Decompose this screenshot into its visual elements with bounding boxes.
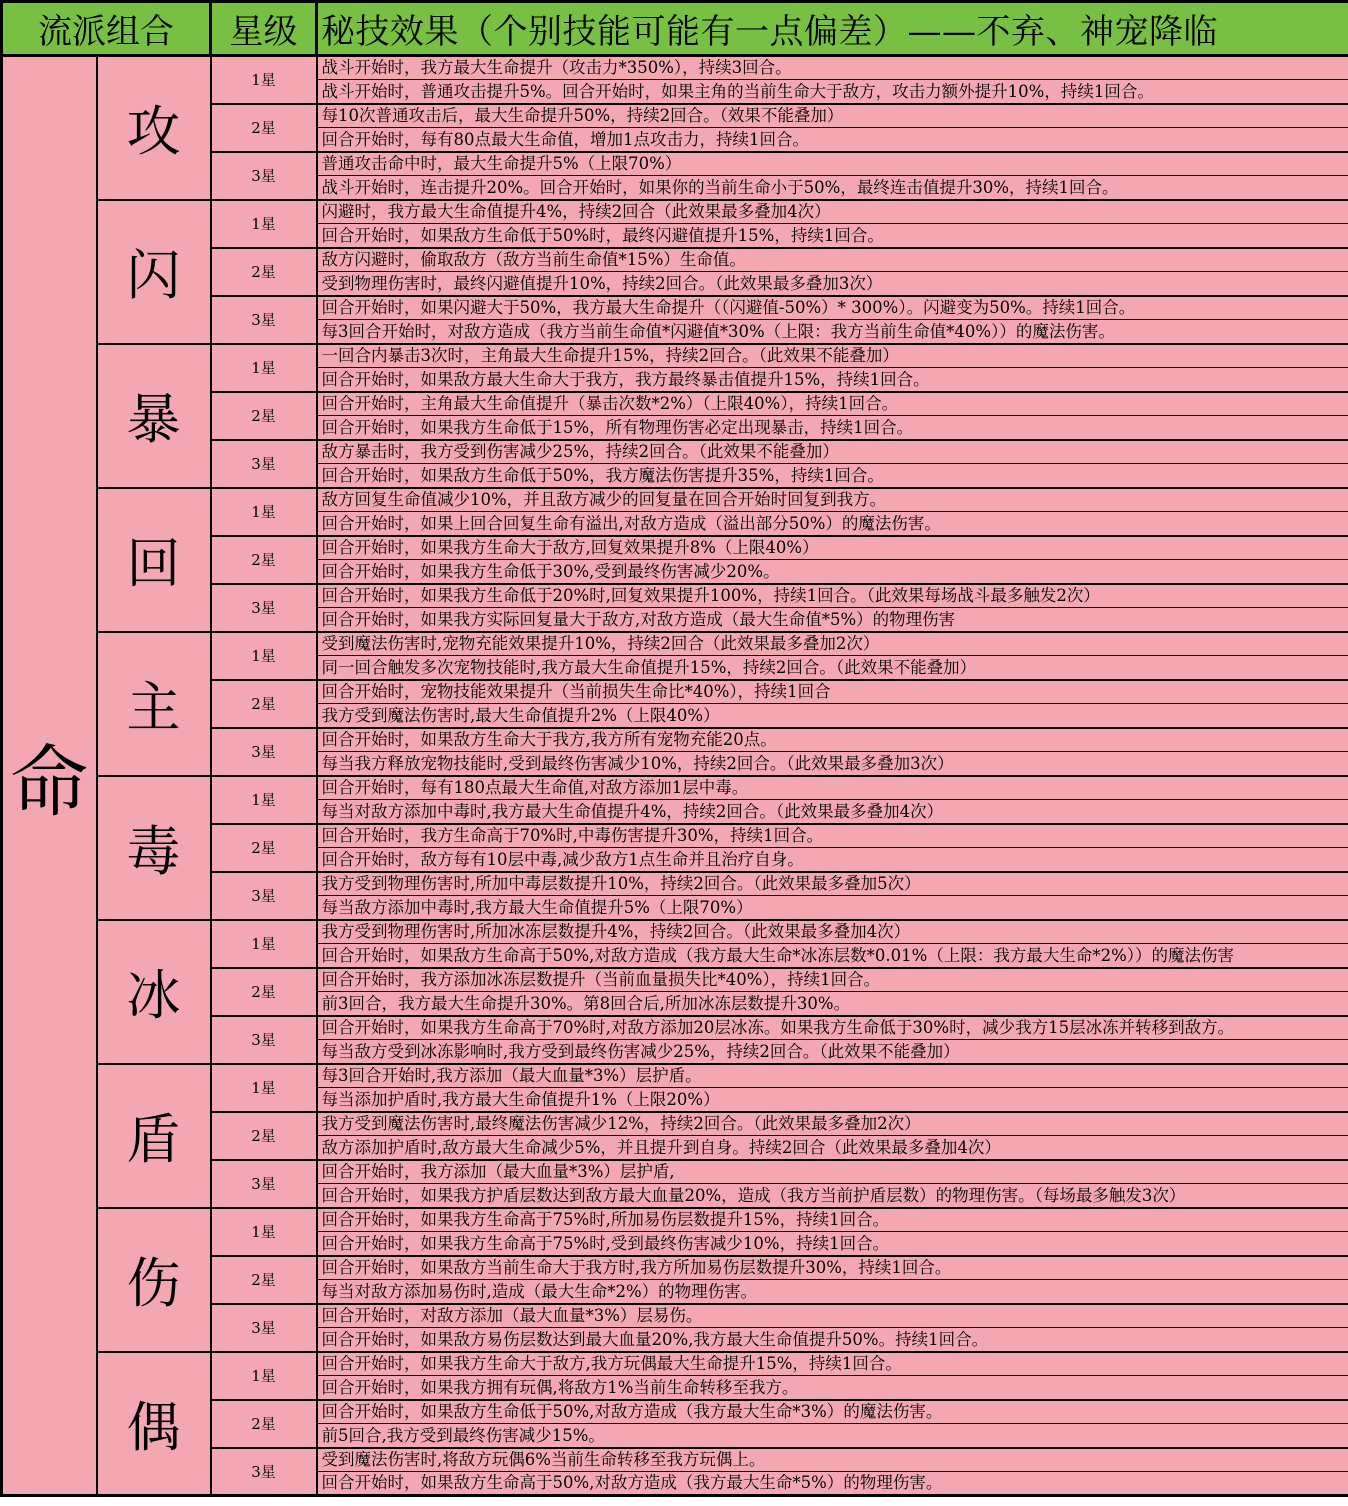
table-row bbox=[2, 1064, 1348, 1088]
star-level-cell: 3星 bbox=[211, 584, 317, 632]
effect-text-cell: 闪避时，我方最大生命值提升4%，持续2回合（此效果最多叠加4次） bbox=[317, 200, 1348, 224]
effect-text-cell: 回合开始时，如果我方生命大于敌方,我方玩偶最大生命提升15%，持续1回合。 bbox=[317, 1352, 1348, 1376]
effect-text-cell: 敌方闪避时，偷取敌方（敌方当前生命值*15%）生命值。 bbox=[317, 248, 1348, 272]
category-label-cell: 偶 bbox=[97, 1352, 211, 1496]
star-level-cell: 2星 bbox=[211, 1256, 317, 1304]
effect-text-cell: 回合开始时，如果我方生命大于敌方,回复效果提升8%（上限40%） bbox=[317, 536, 1348, 560]
effect-text-cell: 一回合内暴击3次时，主角最大生命提升15%，持续2回合。（此效果不能叠加） bbox=[317, 344, 1348, 368]
effect-text-cell: 普通攻击命中时，最大生命提升5%（上限70%） bbox=[317, 152, 1348, 176]
effect-text-cell: 我方受到物理伤害时,所加中毒层数提升10%，持续2回合。（此效果最多叠加5次） bbox=[317, 872, 1348, 896]
effect-text-cell: 回合开始时，如果敌方当前生命大于我方时,我方所加易伤层数提升30%，持续1回合。 bbox=[317, 1256, 1348, 1280]
star-level-cell: 1星 bbox=[211, 200, 317, 248]
effect-text-cell: 受到魔法伤害时,宠物充能效果提升10%，持续2回合（此效果最多叠加2次） bbox=[317, 632, 1348, 656]
effect-text-cell: 回合开始时，如果敌方生命大于我方,我方所有宠物充能20点。 bbox=[317, 728, 1348, 752]
effect-text-cell: 前5回合,我方受到最终伤害减少15%。 bbox=[317, 1424, 1348, 1448]
table-row bbox=[2, 1208, 1348, 1232]
star-level-cell: 1星 bbox=[211, 56, 317, 104]
effect-text-cell: 前3回合，我方最大生命提升30%。第8回合后,所加冰冻层数提升30%。 bbox=[317, 992, 1348, 1016]
star-level-cell: 3星 bbox=[211, 1448, 317, 1496]
star-level-cell: 3星 bbox=[211, 152, 317, 200]
effect-text-cell: 敌方暴击时，我方受到伤害减少25%，持续2回合。（此效果不能叠加） bbox=[317, 440, 1348, 464]
header-faction-group: 流派组合 bbox=[2, 2, 211, 56]
effect-text-cell: 回合开始时，主角最大生命值提升（暴击次数*2%）（上限40%），持续1回合。 bbox=[317, 392, 1348, 416]
star-level-cell: 1星 bbox=[211, 1064, 317, 1112]
effect-text-cell: 回合开始时，敌方每有10层中毒,减少敌方1点生命并且治疗自身。 bbox=[317, 848, 1348, 872]
table-row bbox=[2, 1352, 1348, 1376]
effect-text-cell: 每3回合开始时，对敌方造成（我方当前生命值*闪避值*30%（上限：我方当前生命值*40%））的魔法伤害。 bbox=[317, 320, 1348, 344]
effect-text-cell: 回合开始时，如果敌方易伤层数达到最大血量20%,我方最大生命值提升50%。持续1回合。 bbox=[317, 1328, 1348, 1352]
effect-text-cell: 每当对敌方添加易伤时,造成（最大生命*2%）的物理伤害。 bbox=[317, 1280, 1348, 1304]
effect-text-cell: 受到物理伤害时，最终闪避值提升10%，持续2回合。（此效果最多叠加3次） bbox=[317, 272, 1348, 296]
effect-text-cell: 回合开始时，每有180点最大生命值,对敌方添加1层中毒。 bbox=[317, 776, 1348, 800]
effect-text-cell: 回合开始时，如果敌方生命低于50%时，最终闪避值提升15%，持续1回合。 bbox=[317, 224, 1348, 248]
category-label-cell: 伤 bbox=[97, 1208, 211, 1352]
star-level-cell: 2星 bbox=[211, 104, 317, 152]
header-star-level: 星级 bbox=[211, 2, 317, 56]
effect-text-cell: 回合开始时，如果我方生命高于75%时,所加易伤层数提升15%，持续1回合。 bbox=[317, 1208, 1348, 1232]
star-level-cell: 3星 bbox=[211, 728, 317, 776]
effect-text-cell: 每当对敌方添加中毒时,我方最大生命值提升4%，持续2回合。（此效果最多叠加4次） bbox=[317, 800, 1348, 824]
effect-text-cell: 每当敌方添加中毒时,我方最大生命值提升5%（上限70%） bbox=[317, 896, 1348, 920]
effect-text-cell: 战斗开始时，普通攻击提升5%。回合开始时，如果主角的当前生命大于敌方，攻击力额外提升10%，持续1回合。 bbox=[317, 80, 1348, 104]
effect-text-cell: 回合开始时，如果上回合回复生命有溢出,对敌方造成（溢出部分50%）的魔法伤害。 bbox=[317, 512, 1348, 536]
effect-text-cell: 我方受到物理伤害时,所加冰冻层数提升4%，持续2回合。（此效果最多叠加4次） bbox=[317, 920, 1348, 944]
effect-text-cell: 回合开始时，如果敌方生命高于50%,对敌方造成（我方最大生命*冰冻层数*0.01%（上限：我方最大生命*2%））的魔法伤害 bbox=[317, 944, 1348, 968]
effect-text-cell: 回合开始时，如果我方生命低于15%，所有物理伤害必定出现暴击，持续1回合。 bbox=[317, 416, 1348, 440]
star-level-cell: 1星 bbox=[211, 776, 317, 824]
star-level-cell: 2星 bbox=[211, 248, 317, 296]
star-level-cell: 1星 bbox=[211, 1208, 317, 1256]
effect-text-cell: 每10次普通攻击后，最大生命提升50%，持续2回合。（效果不能叠加） bbox=[317, 104, 1348, 128]
effect-text-cell: 回合开始时，对敌方添加（最大血量*3%）层易伤。 bbox=[317, 1304, 1348, 1328]
star-level-cell: 2星 bbox=[211, 680, 317, 728]
effect-text-cell: 同一回合触发多次宠物技能时,我方最大生命值提升15%，持续2回合。（此效果不能叠加） bbox=[317, 656, 1348, 680]
effect-text-cell: 回合开始时，如果我方生命高于75%时,受到最终伤害减少10%，持续1回合。 bbox=[317, 1232, 1348, 1256]
effect-text-cell: 回合开始时，如果我方生命高于70%时,对敌方添加20层冰冻。如果我方生命低于30%时，减少我方15层冰冻并转移到敌方。 bbox=[317, 1016, 1348, 1040]
star-level-cell: 3星 bbox=[211, 1016, 317, 1064]
star-level-cell: 3星 bbox=[211, 296, 317, 344]
category-label-cell: 冰 bbox=[97, 920, 211, 1064]
star-level-cell: 3星 bbox=[211, 872, 317, 920]
effect-text-cell: 每当我方释放宠物技能时,受到最终伤害减少10%，持续2回合。（此效果最多叠加3次） bbox=[317, 752, 1348, 776]
star-level-cell: 3星 bbox=[211, 1304, 317, 1352]
star-level-cell: 2星 bbox=[211, 968, 317, 1016]
star-level-cell: 1星 bbox=[211, 488, 317, 536]
star-level-cell: 1星 bbox=[211, 920, 317, 968]
table-body bbox=[2, 56, 1348, 1496]
header-effect-description: 秘技效果（个别技能可能有一点偏差）——不弃、神宠降临 bbox=[317, 2, 1348, 56]
effect-text-cell: 回合开始时，每有80点最大生命值，增加1点攻击力，持续1回合。 bbox=[317, 128, 1348, 152]
effect-text-cell: 每当添加护盾时,我方最大生命值提升1%（上限20%） bbox=[317, 1088, 1348, 1112]
effect-text-cell: 回合开始时，如果敌方生命高于50%,对敌方造成（我方最大生命*5%）的物理伤害。 bbox=[317, 1472, 1348, 1496]
category-label-cell: 盾 bbox=[97, 1064, 211, 1208]
effect-text-cell: 回合开始时，如果敌方生命低于50%，我方魔法伤害提升35%，持续1回合。 bbox=[317, 464, 1348, 488]
star-level-cell: 3星 bbox=[211, 1160, 317, 1208]
star-level-cell: 1星 bbox=[211, 632, 317, 680]
effect-text-cell: 每当敌方受到冰冻影响时,我方受到最终伤害减少25%，持续2回合。（此效果不能叠加） bbox=[317, 1040, 1348, 1064]
effect-text-cell: 回合开始时，如果我方生命低于30%,受到最终伤害减少20%。 bbox=[317, 560, 1348, 584]
star-level-cell: 3星 bbox=[211, 440, 317, 488]
faction-label-cell: 命 bbox=[2, 56, 97, 1496]
effect-text-cell: 回合开始时，如果我方实际回复量大于敌方,对敌方造成（最大生命值*5%）的物理伤害 bbox=[317, 608, 1348, 632]
category-label-cell: 回 bbox=[97, 488, 211, 632]
effect-text-cell: 回合开始时，如果闪避大于50%，我方最大生命提升（（闪避值-50%）* 300%）。闪避变为50%。持续1回合。 bbox=[317, 296, 1348, 320]
star-level-cell: 2星 bbox=[211, 392, 317, 440]
effect-text-cell: 战斗开始时，连击提升20%。回合开始时，如果你的当前生命小于50%，最终连击值提升30%，持续1回合。 bbox=[317, 176, 1348, 200]
category-label-cell: 攻 bbox=[97, 56, 211, 200]
effect-text-cell: 敌方回复生命值减少10%，并且敌方减少的回复量在回合开始时回复到我方。 bbox=[317, 488, 1348, 512]
effect-text-cell: 回合开始时，如果敌方最大生命大于我方，我方最终暴击值提升15%，持续1回合。 bbox=[317, 368, 1348, 392]
category-label-cell: 闪 bbox=[97, 200, 211, 344]
effect-text-cell: 回合开始时，我方添加（最大血量*3%）层护盾, bbox=[317, 1160, 1348, 1184]
effect-text-cell: 回合开始时，我方添加冰冻层数提升（当前血量损失比*40%），持续1回合。 bbox=[317, 968, 1348, 992]
star-level-cell: 2星 bbox=[211, 824, 317, 872]
star-level-cell: 2星 bbox=[211, 1112, 317, 1160]
effect-text-cell: 回合开始时，宠物技能效果提升（当前损失生命比*40%），持续1回合 bbox=[317, 680, 1348, 704]
category-label-cell: 暴 bbox=[97, 344, 211, 488]
category-label-cell: 主 bbox=[97, 632, 211, 776]
star-level-cell: 2星 bbox=[211, 536, 317, 584]
effect-text-cell: 我方受到魔法伤害时,最大生命值提升2%（上限40%） bbox=[317, 704, 1348, 728]
category-label-cell: 毒 bbox=[97, 776, 211, 920]
effect-text-cell: 每3回合开始时,我方添加（最大血量*3%）层护盾。 bbox=[317, 1064, 1348, 1088]
table-row bbox=[2, 200, 1348, 224]
effect-text-cell: 回合开始时，如果我方护盾层数达到敌方最大血量20%，造成（我方当前护盾层数）的物理伤害。（每场最多触发3次） bbox=[317, 1184, 1348, 1208]
effect-text-cell: 战斗开始时，我方最大生命提升（攻击力*350%），持续3回合。 bbox=[317, 56, 1348, 80]
effect-text-cell: 回合开始时，如果我方生命低于20%时,回复效果提升100%，持续1回合。（此效果每场战斗最多触发2次） bbox=[317, 584, 1348, 608]
table-row bbox=[2, 56, 1348, 80]
star-level-cell: 1星 bbox=[211, 344, 317, 392]
table-row bbox=[2, 488, 1348, 512]
effect-text-cell: 回合开始时，如果我方拥有玩偶,将敌方1%当前生命转移至我方。 bbox=[317, 1376, 1348, 1400]
header-row bbox=[2, 2, 1348, 56]
table-row bbox=[2, 344, 1348, 368]
effect-text-cell: 我方受到魔法伤害时,最终魔法伤害减少12%，持续2回合。（此效果最多叠加2次） bbox=[317, 1112, 1348, 1136]
effect-text-cell: 回合开始时，如果敌方生命低于50%,对敌方造成（我方最大生命*3%）的魔法伤害。 bbox=[317, 1400, 1348, 1424]
table-row bbox=[2, 776, 1348, 800]
star-level-cell: 2星 bbox=[211, 1400, 317, 1448]
table-row bbox=[2, 632, 1348, 656]
effect-text-cell: 敌方添加护盾时,敌方最大生命减少5%，并且提升到自身。持续2回合（此效果最多叠加4次） bbox=[317, 1136, 1348, 1160]
effect-text-cell: 受到魔法伤害时,将敌方玩偶6%当前生命转移至我方玩偶上。 bbox=[317, 1448, 1348, 1472]
table-row bbox=[2, 920, 1348, 944]
star-level-cell: 1星 bbox=[211, 1352, 317, 1400]
effect-text-cell: 回合开始时，我方生命高于70%时,中毒伤害提升30%，持续1回合。 bbox=[317, 824, 1348, 848]
